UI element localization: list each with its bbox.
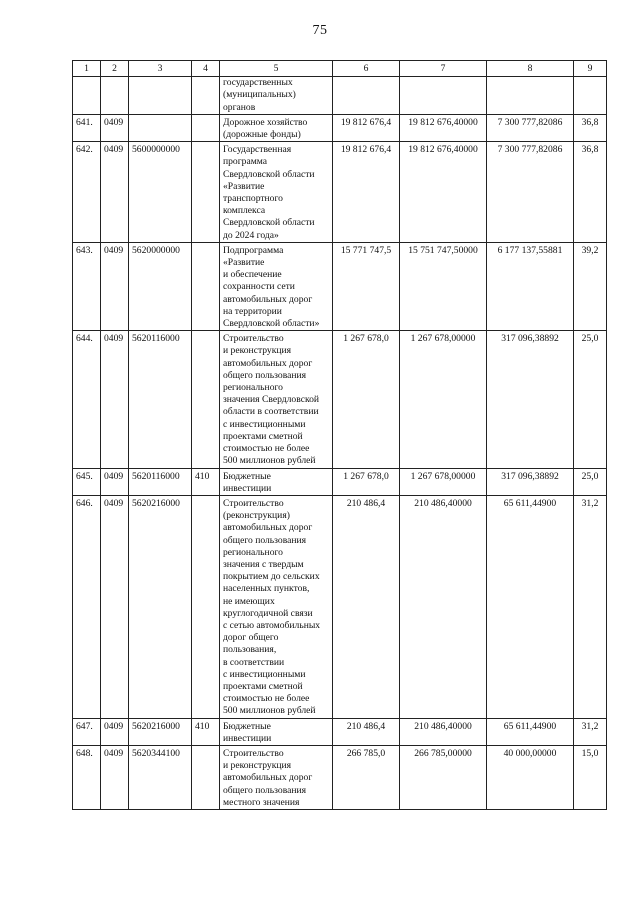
section-code: 0409 (101, 331, 129, 468)
expense-type-code (192, 495, 220, 718)
column-header: 8 (487, 61, 574, 77)
target-article-code: 5620344100 (129, 745, 192, 809)
approved-amount: 19 812 676,4 (333, 114, 400, 141)
table-row (73, 242, 607, 330)
budget-allocation: 1 267 678,00000 (400, 468, 487, 495)
row-number: 641. (73, 114, 101, 141)
expense-type-code (192, 77, 220, 115)
table-row (73, 495, 607, 718)
table-row (73, 142, 607, 243)
budget-allocation: 19 812 676,40000 (400, 114, 487, 141)
execution-percent: 31,2 (574, 718, 607, 745)
execution-percent: 36,8 (574, 114, 607, 141)
table-header (73, 61, 607, 77)
budget-allocation: 210 486,40000 (400, 495, 487, 718)
executed-amount: 7 300 777,82086 (487, 142, 574, 243)
target-article-code: 5620116000 (129, 331, 192, 468)
approved-amount: 19 812 676,4 (333, 142, 400, 243)
budget-allocation: 15 751 747,50000 (400, 242, 487, 330)
budget-allocation: 266 785,00000 (400, 745, 487, 809)
expense-type-code: 410 (192, 468, 220, 495)
budget-allocation: 19 812 676,40000 (400, 142, 487, 243)
target-article-code: 5620216000 (129, 718, 192, 745)
execution-percent: 15,0 (574, 745, 607, 809)
item-name: государственных (муниципальных) органов (220, 77, 333, 115)
budget-allocation (400, 77, 487, 115)
item-name: Строительство и реконструкция автомобильных дорог общего пользования местного значения (220, 745, 333, 809)
expense-type-code (192, 745, 220, 809)
execution-percent: 31,2 (574, 495, 607, 718)
execution-percent: 25,0 (574, 331, 607, 468)
table-row (73, 718, 607, 745)
item-name: Строительство (реконструкция) автомобильных дорог общего пользования регионального значения с твердым покрытием до сельских населенных пунктов, не имеющих круглогодичной связи с сетью автомобильных дорог общего пользования, в соответствии с инвестиционными проектами сметной стоимостью не более 500 миллионов рублей (220, 495, 333, 718)
target-article-code: 5620216000 (129, 495, 192, 718)
section-code: 0409 (101, 468, 129, 495)
expense-type-code (192, 331, 220, 468)
budget-table (72, 60, 607, 810)
section-code (101, 77, 129, 115)
budget-allocation: 210 486,40000 (400, 718, 487, 745)
approved-amount: 1 267 678,0 (333, 468, 400, 495)
row-number: 646. (73, 495, 101, 718)
expense-type-code (192, 242, 220, 330)
expense-type-code (192, 114, 220, 141)
row-number: 643. (73, 242, 101, 330)
section-code: 0409 (101, 114, 129, 141)
row-number: 642. (73, 142, 101, 243)
item-name: Государственная программа Свердловской области «Развитие транспортного комплекса Свердловской области до 2024 года» (220, 142, 333, 243)
executed-amount: 40 000,00000 (487, 745, 574, 809)
section-code: 0409 (101, 242, 129, 330)
column-header: 5 (220, 61, 333, 77)
target-article-code (129, 114, 192, 141)
execution-percent: 36,8 (574, 142, 607, 243)
approved-amount: 1 267 678,0 (333, 331, 400, 468)
row-number: 647. (73, 718, 101, 745)
executed-amount: 65 611,44900 (487, 718, 574, 745)
expense-type-code: 410 (192, 718, 220, 745)
approved-amount: 210 486,4 (333, 718, 400, 745)
item-name: Бюджетные инвестиции (220, 468, 333, 495)
column-header: 1 (73, 61, 101, 77)
target-article-code: 5620116000 (129, 468, 192, 495)
section-code: 0409 (101, 745, 129, 809)
table-row (73, 331, 607, 468)
approved-amount: 15 771 747,5 (333, 242, 400, 330)
executed-amount: 317 096,38892 (487, 468, 574, 495)
table-row (73, 114, 607, 141)
approved-amount (333, 77, 400, 115)
budget-allocation: 1 267 678,00000 (400, 331, 487, 468)
row-number (73, 77, 101, 115)
executed-amount: 6 177 137,55881 (487, 242, 574, 330)
column-header: 4 (192, 61, 220, 77)
item-name: Строительство и реконструкция автомобильных дорог общего пользования регионального значения Свердловской области в соответствии с инвестиционными проектами сметной стоимостью не более 500 миллионов рублей (220, 331, 333, 468)
execution-percent (574, 77, 607, 115)
executed-amount: 65 611,44900 (487, 495, 574, 718)
section-code: 0409 (101, 718, 129, 745)
page-number: 75 (312, 23, 328, 38)
table-row (73, 77, 607, 115)
column-header: 9 (574, 61, 607, 77)
approved-amount: 266 785,0 (333, 745, 400, 809)
target-article-code: 5620000000 (129, 242, 192, 330)
column-header: 7 (400, 61, 487, 77)
item-name: Бюджетные инвестиции (220, 718, 333, 745)
execution-percent: 39,2 (574, 242, 607, 330)
execution-percent: 25,0 (574, 468, 607, 495)
target-article-code: 5600000000 (129, 142, 192, 243)
column-header: 6 (333, 61, 400, 77)
table-row (73, 745, 607, 809)
executed-amount (487, 77, 574, 115)
executed-amount: 7 300 777,82086 (487, 114, 574, 141)
item-name: Дорожное хозяйство (дорожные фонды) (220, 114, 333, 141)
table-body (73, 77, 607, 810)
executed-amount: 317 096,38892 (487, 331, 574, 468)
row-number: 648. (73, 745, 101, 809)
row-number: 645. (73, 468, 101, 495)
header-row (73, 61, 607, 77)
row-number: 644. (73, 331, 101, 468)
column-header: 3 (129, 61, 192, 77)
item-name: Подпрограмма «Развитие и обеспечение сохранности сети автомобильных дорог на территории Свердловской области» (220, 242, 333, 330)
approved-amount: 210 486,4 (333, 495, 400, 718)
table-row (73, 468, 607, 495)
column-header: 2 (101, 61, 129, 77)
section-code: 0409 (101, 495, 129, 718)
expense-type-code (192, 142, 220, 243)
section-code: 0409 (101, 142, 129, 243)
target-article-code (129, 77, 192, 115)
